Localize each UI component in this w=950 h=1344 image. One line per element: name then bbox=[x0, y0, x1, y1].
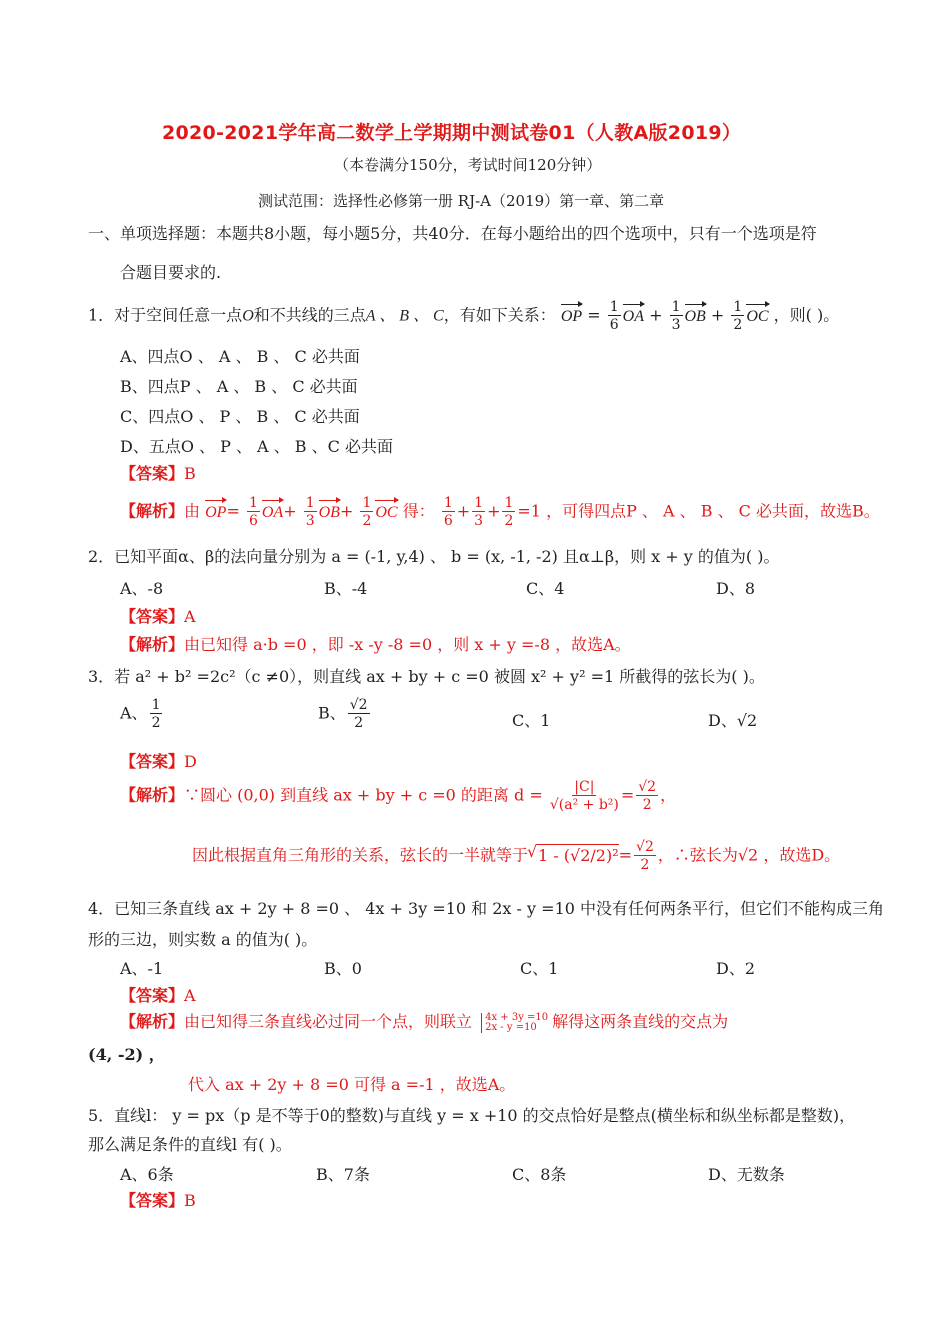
vector-oa: OA bbox=[623, 306, 644, 328]
q4-stem-line1: 4．已知三条直线 ax + 2y + 8 =0 、 4x + 3y =10 和 2x - y =10 中没有任何两条平行，但它们不能构成三角 bbox=[88, 899, 885, 918]
answer-tag: 【答案】 bbox=[120, 607, 185, 626]
q3-exp2-c: ，∴弦长为√2 ，故选D。 bbox=[657, 845, 841, 865]
test-scope: 测试范围：选择性必修第一册 RJ-A（2019）第一章、第二章 bbox=[258, 192, 665, 210]
frac-num: 1 bbox=[362, 495, 372, 511]
frac-num: 1 bbox=[733, 299, 743, 315]
plus-sign: + bbox=[487, 501, 501, 521]
q1-exp-a: 由 bbox=[184, 501, 201, 521]
q4-explanation-line2: (4, -2) ， bbox=[88, 1045, 165, 1064]
frac-den: 3 bbox=[474, 513, 484, 529]
q1-tail: ，则( )。 bbox=[773, 305, 840, 325]
q2-option-b: B、-4 bbox=[324, 579, 368, 598]
plus-sign: + bbox=[710, 305, 725, 325]
q4-explanation-line1 bbox=[120, 1012, 728, 1033]
plus-sign: + bbox=[649, 305, 663, 325]
explanation-tag: 【解析】 bbox=[120, 1012, 185, 1031]
q4-exp1-a: 由已知得三条直线必过同一个点，则联立 bbox=[184, 1012, 473, 1031]
q3-stem: 3．若 a² + b² =2c²（c ≠0），则直线 ax + by + c =0 被圆 x² + y² =1 所截得的弦长为( )。 bbox=[88, 667, 765, 686]
frac-num: 1 bbox=[504, 495, 514, 511]
frac-num: 1 bbox=[305, 495, 315, 511]
plus-sign: + bbox=[283, 501, 297, 521]
q3-option-c: C、1 bbox=[512, 711, 551, 730]
frac-den: 2 bbox=[642, 797, 652, 813]
q1-option-b: B、四点P 、 A 、 B 、 C 必共面 bbox=[120, 377, 358, 396]
q1-exp-c: =1 ，可得四点P 、 A 、 B 、 C 必共面，故选B。 bbox=[517, 501, 880, 521]
fraction-1-2 bbox=[502, 496, 515, 528]
q2-explanation bbox=[120, 632, 631, 655]
vector-oc: OC bbox=[375, 502, 397, 524]
q2-option-d: D、8 bbox=[716, 579, 756, 598]
frac-den: 6 bbox=[443, 513, 453, 529]
q4-exp1-b: 解得这两条直线的交点为 bbox=[552, 1012, 729, 1031]
q2-stem: 2．已知平面α、β的法向量分别为 a = (-1, y,4) 、 b = (x, -1, -2) 且α⊥β，则 x + y 的值为( )。 bbox=[88, 547, 780, 566]
q3-exp1-b: = bbox=[620, 785, 635, 805]
equation-2: 2x - y =10 bbox=[485, 1021, 537, 1033]
vector-ob: OB bbox=[319, 502, 340, 524]
frac-num: √2 bbox=[638, 779, 657, 795]
answer-tag: 【答案】 bbox=[120, 1191, 185, 1210]
q5-option-d: D、无数条 bbox=[708, 1165, 785, 1184]
q3-option-b bbox=[318, 698, 372, 730]
fraction-sqrt2-2 bbox=[634, 840, 656, 872]
frac-den: 2 bbox=[733, 317, 743, 333]
frac-den: 2 bbox=[151, 715, 161, 731]
explanation-tag: 【解析】 bbox=[120, 501, 185, 521]
frac-num: 1 bbox=[671, 299, 681, 315]
q1-option-d: D、五点O 、 P 、 A 、 B 、C 必共面 bbox=[120, 437, 393, 456]
q3-exp1-a: ∵圆心 (0,0) 到直线 ax + by + c =0 的距离 d = bbox=[184, 785, 543, 805]
q4-option-b: B、0 bbox=[324, 959, 362, 978]
fraction-1-6 bbox=[442, 496, 455, 528]
frac-num: 1 bbox=[474, 495, 484, 511]
q1-stem bbox=[88, 300, 839, 332]
sqrt-expression: √ 1 - (√2/2)² bbox=[536, 844, 619, 867]
fraction-sqrt2-2 bbox=[636, 780, 658, 812]
frac-den: 2 bbox=[640, 857, 650, 873]
q5-stem-line1: 5．直线l： y = px（p 是不等于0的整数)与直线 y = x +10 的交点恰好是整点(横坐标和纵坐标都是整数)， bbox=[88, 1106, 856, 1125]
q5-option-c: C、8条 bbox=[512, 1165, 567, 1184]
q4-explanation-line3: 代入 ax + 2y + 8 =0 可得 a =-1 ，故选A。 bbox=[188, 1075, 516, 1094]
frac-den: 6 bbox=[609, 317, 619, 333]
frac-den: 2 bbox=[504, 513, 514, 529]
q1-points: A 、 B 、 C bbox=[365, 307, 444, 325]
section-heading-line1: 一、单项选择题：本题共8小题，每小题5分，共40分．在每小题给出的四个选项中，只有一个选项是符 bbox=[88, 224, 817, 243]
fraction-1-3 bbox=[304, 496, 317, 528]
q4-option-a: A、-1 bbox=[120, 959, 164, 978]
q5-option-a: A、6条 bbox=[120, 1165, 174, 1184]
distance-fraction bbox=[550, 780, 619, 812]
frac-num: 1 bbox=[151, 697, 161, 713]
frac-num: 1 bbox=[248, 495, 258, 511]
q1-stem-a: 1．对于空间任意一点 bbox=[88, 305, 243, 325]
page-subtitle: （本卷满分150分，考试时间120分钟） bbox=[334, 156, 602, 174]
q1-stem-c: ，有如下关系： bbox=[443, 305, 556, 325]
page-title: 2020-2021学年高二数学上学期期中测试卷01（人教A版2019） bbox=[162, 122, 742, 144]
q4-answer bbox=[120, 983, 196, 1006]
vector-oa: OA bbox=[262, 502, 283, 524]
answer-value: A bbox=[184, 607, 196, 626]
explanation-tag: 【解析】 bbox=[120, 635, 185, 654]
frac-den: 2 bbox=[362, 513, 372, 529]
vector-ob: OB bbox=[685, 306, 706, 328]
frac-num: √2 bbox=[349, 697, 368, 713]
vector-op: OP bbox=[205, 502, 226, 524]
answer-value: A bbox=[184, 986, 196, 1005]
q1-stem-b: 和不共线的三点 bbox=[253, 305, 366, 325]
fraction-1-6 bbox=[608, 300, 621, 332]
q5-stem-line2: 那么满足条件的直线l 有( )。 bbox=[88, 1135, 292, 1154]
q3-exp2-b: = bbox=[618, 845, 633, 865]
q1-exp-b: 得： bbox=[402, 501, 435, 521]
explanation-tag: 【解析】 bbox=[120, 785, 185, 805]
fraction-1-2 bbox=[360, 496, 373, 528]
plus-sign: + bbox=[456, 501, 471, 521]
q1-option-c: C、四点O 、 P 、 B 、 C 必共面 bbox=[120, 407, 360, 426]
q1-eq: = bbox=[587, 305, 601, 325]
q2-option-c: C、4 bbox=[526, 579, 565, 598]
q5-answer bbox=[120, 1188, 196, 1211]
frac-den: 3 bbox=[671, 317, 681, 333]
answer-tag: 【答案】 bbox=[120, 464, 185, 483]
fraction-1-3 bbox=[472, 496, 485, 528]
q2-exp-text: 由已知得 a·b =0 ，即 -x -y -8 =0 ，则 x + y =-8 ，故选A。 bbox=[184, 635, 631, 654]
q4-option-d: D、2 bbox=[716, 959, 756, 978]
plus-sign: + bbox=[339, 501, 354, 521]
q2-answer bbox=[120, 604, 196, 627]
answer-value: B bbox=[184, 1191, 196, 1210]
q3-opt-a-label: A、 bbox=[120, 703, 148, 723]
q3-option-d: D、√2 bbox=[708, 711, 758, 730]
frac-den: 2 bbox=[354, 715, 364, 731]
vector-op: OP bbox=[561, 306, 582, 328]
equation-system bbox=[481, 1013, 548, 1033]
frac-num: √2 bbox=[636, 839, 654, 855]
frac-den: √(a² + b²) bbox=[549, 797, 619, 813]
section-heading-line2: 合题目要求的. bbox=[120, 263, 222, 282]
q3-opt-b-label: B、 bbox=[318, 703, 346, 723]
fraction-1-3 bbox=[670, 300, 683, 332]
q1-explanation bbox=[120, 496, 880, 528]
q3-option-a bbox=[120, 698, 164, 730]
equation-1: 4x + 3y =10 bbox=[485, 1011, 549, 1023]
frac-num: |C| bbox=[574, 779, 595, 795]
frac-den: 3 bbox=[305, 513, 315, 529]
vector-oc: OC bbox=[746, 306, 768, 328]
fraction-sqrt2-2 bbox=[348, 698, 370, 730]
q1-answer bbox=[120, 461, 196, 484]
q1-option-a: A、四点O 、 A 、 B 、 C 必共面 bbox=[120, 347, 360, 366]
frac-num: 1 bbox=[609, 299, 619, 315]
q5-option-b: B、7条 bbox=[316, 1165, 370, 1184]
fraction-1-6 bbox=[247, 496, 260, 528]
answer-value: D bbox=[184, 752, 197, 771]
q1-point-o: O bbox=[242, 307, 254, 325]
q1-eq: = bbox=[226, 501, 240, 521]
q3-exp2-a: 因此根据直角三角形的关系，弦长的一半就等于 bbox=[192, 845, 529, 865]
q4-stem-line2: 形的三边，则实数 a 的值为( )。 bbox=[88, 930, 318, 949]
frac-num: 1 bbox=[443, 495, 453, 511]
q3-answer bbox=[120, 749, 197, 772]
q4-option-c: C、1 bbox=[520, 959, 559, 978]
fraction-1-2 bbox=[731, 300, 744, 332]
frac-den: 6 bbox=[248, 513, 258, 529]
answer-tag: 【答案】 bbox=[120, 986, 185, 1005]
q3-explanation-line1 bbox=[120, 780, 676, 812]
q3-explanation-line2 bbox=[192, 840, 840, 872]
answer-value: B bbox=[184, 464, 196, 483]
q2-option-a: A、-8 bbox=[120, 579, 164, 598]
q3-exp1-c: ， bbox=[660, 785, 677, 805]
answer-tag: 【答案】 bbox=[120, 752, 185, 771]
fraction-1-2 bbox=[150, 698, 163, 730]
